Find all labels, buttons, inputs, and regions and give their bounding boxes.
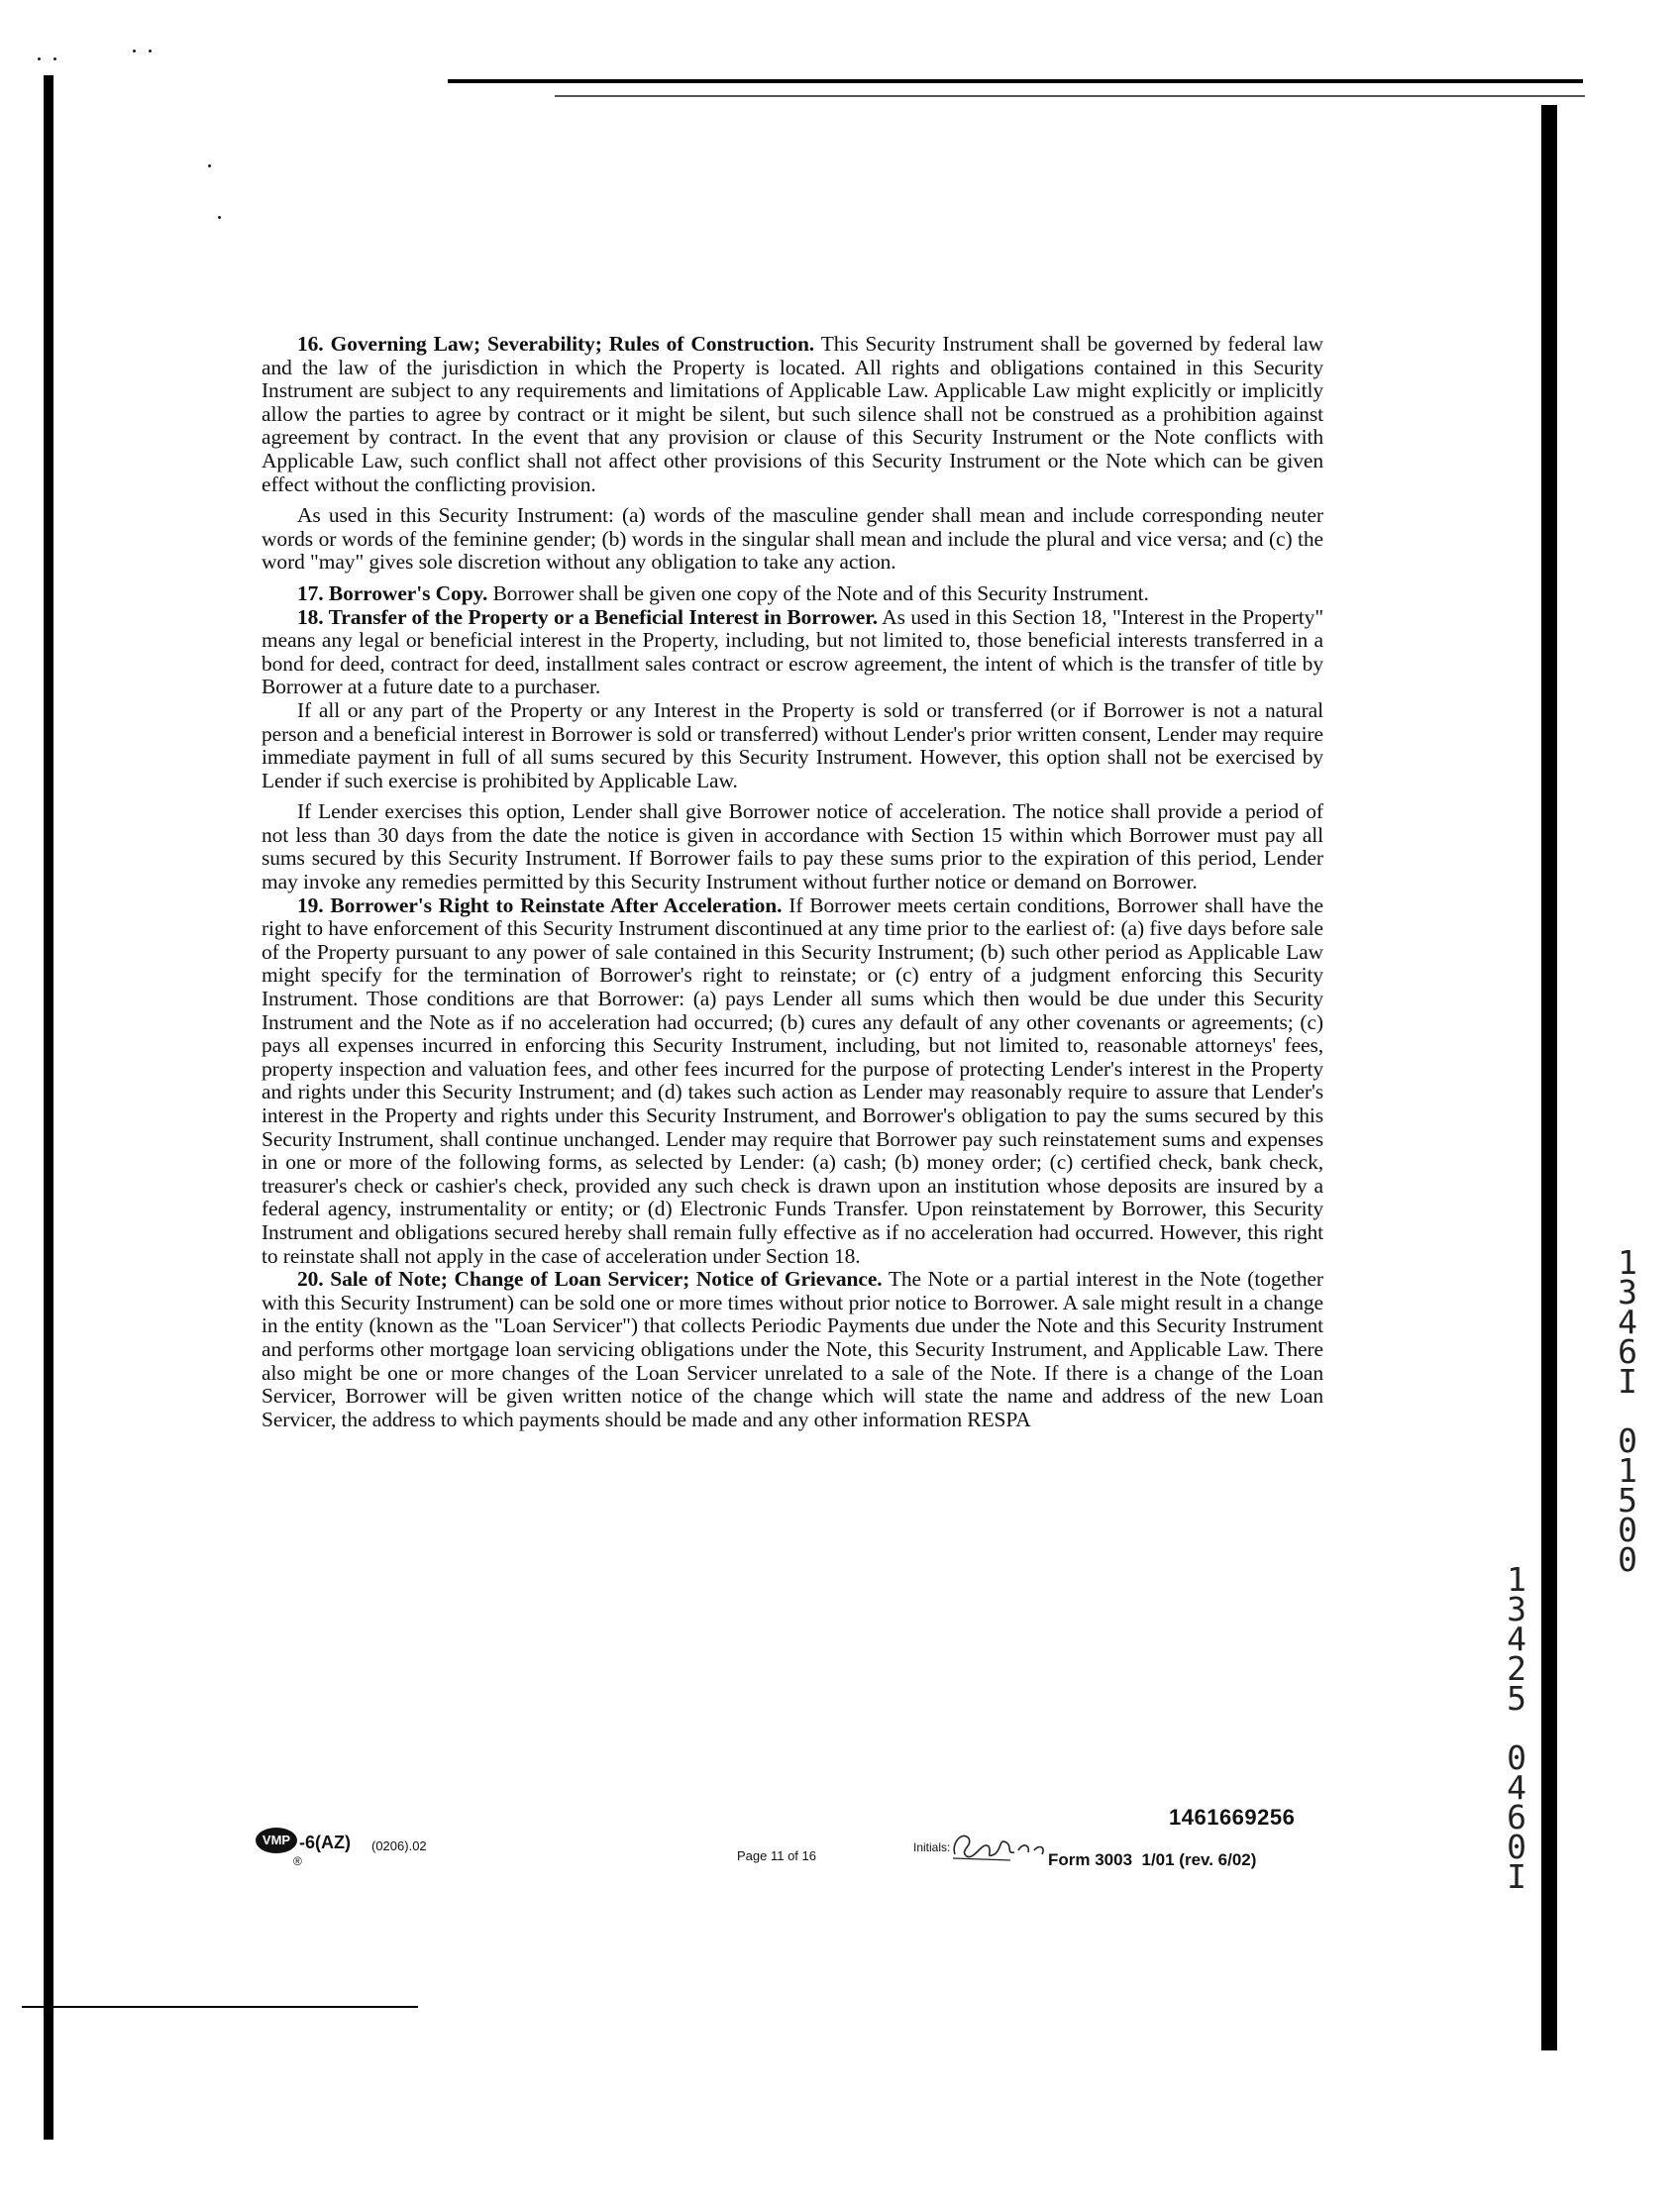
section-19-heading: 19. Borrower's Right to Reinstate After Acceleration. — [297, 892, 783, 917]
section-19 — [262, 894, 1323, 1269]
section-18-paragraph-2: If all or any part of the Property or any Interest in the Property is sold or transferred (or if Borrower is not a natural person and a beneficial interest in Borrower is sold or transferred) without Lender's prior written consent, Lender may require immediate payment in full of all sums secured by this Security Instrument. However, this option shall not be exercised by Lender if such exercise is prohibited by Applicable Law. — [262, 697, 1323, 792]
scan-speck — [133, 50, 136, 52]
section-20-text: The Note or a partial interest in the Note (together with this Security Instrument) can be sold one or more times without prior notice to Borrower. A sale might result in a change in the entity (known as the "Loan Servicer") that collects Periodic Payments due under the Note and this Security Instrument and performs other mortgage loan servicing obligations under the Note, this Security Instrument, and Applicable Law. There also might be one or more changes of the Loan Servicer unrelated to a sale of the Note. If there is a change of the Loan Servicer, Borrower will be given written notice of the change which will state the name and address of the new Loan Servicer, the address to which payments should be made and any other information RESPA — [262, 1267, 1323, 1431]
section-20-heading: 20. Sale of Note; Change of Loan Servicer; Notice of Grievance. — [297, 1267, 883, 1292]
vmp-logo: VMP — [256, 1828, 297, 1853]
recording-stamp-1: 1 3 4 6 I 0 1 5 0 0 — [1618, 1243, 1637, 1579]
section-17-heading: 17. Borrower's Copy. — [297, 580, 488, 605]
loan-number: 1461669256 — [1169, 1805, 1296, 1830]
scan-bottom-rule — [22, 2006, 418, 2008]
form-code: -6(AZ) — [299, 1833, 351, 1852]
scan-speck — [53, 57, 56, 60]
section-18-heading: 18. Transfer of the Property or a Beneficial Interest in Borrower. — [297, 604, 878, 629]
page-number: Page 11 of 16 — [737, 1848, 816, 1863]
scan-top-rule-thin — [555, 95, 1585, 97]
scan-speck — [149, 50, 152, 52]
section-17-text: Borrower shall be given one copy of the Note and of this Security Instrument. — [487, 580, 1149, 605]
scan-speck — [218, 216, 221, 219]
registered-mark: ® — [293, 1854, 302, 1868]
form-version: (0206).02 — [371, 1838, 427, 1853]
form-label: Form 3003 1/01 (rev. 6/02) — [1048, 1850, 1257, 1869]
scan-right-bar — [1541, 105, 1557, 2050]
section-16-text: This Security Instrument shall be governed by federal law and the law of the jurisdiction in which the Property is located. All rights and obligations contained in this Security Instrument are subject to any requirements and limitations of Applicable Law. Applicable Law might explicitly or implicitly allow the parties to agree by contract or it might be silent, but such silence shall not be construed as a prohibition against agreement by contract. In the event that any provision or clause of this Security Instrument or the Note conflicts with Applicable Law, such conflict shall not affect other provisions of this Security Instrument or the Note which can be given effect without the conflicting provision. — [262, 332, 1323, 496]
section-16-paragraph-2: As used in this Security Instrument: (a) words of the masculine gender shall mean and include corresponding neuter words or words of the feminine gender; (b) words in the singular shall mean and include the plural and vice versa; and (c) the word "may" gives sole discretion without any obligation to take any action. — [262, 503, 1323, 575]
initials-label: Initials: — [913, 1840, 951, 1854]
section-16 — [262, 333, 1323, 496]
section-18-text: As used in this Section 18, "Interest in the Property" means any legal or beneficial interest in the Property, including, but not limited to, those beneficial interests transferred in a bond for deed, contract for deed, installment sales contract or escrow agreement, the intent of which is the transfer of title by Borrower at a future date to a purchaser. — [262, 604, 1324, 699]
recording-stamp-2: 1 3 4 2 5 0 4 6 0 I — [1507, 1560, 1526, 1896]
scan-top-rule — [448, 79, 1583, 83]
section-18-paragraph-3: If Lender exercises this option, Lender shall give Borrower notice of acceleration. The notice shall provide a period of not less than 30 days from the date the notice is given in accordance with Section 15 within which Borrower must pay all sums secured by this Security Instrument. If Borrower fails to pay these sums prior to the expiration of this period, Lender may invoke any remedies permitted by this Security Instrument without further notice or demand on Borrower. — [262, 799, 1323, 894]
scan-left-bar — [44, 75, 53, 2140]
section-18 — [262, 606, 1323, 699]
section-20 — [262, 1268, 1323, 1431]
scan-speck — [38, 57, 41, 60]
section-17 — [262, 582, 1323, 606]
section-19-text: If Borrower meets certain conditions, Borrower shall have the right to have enforcement of this Security Instrument discontinued at any time prior to the earliest of: (a) five days before sale of the Property pursuant to any power of sale contained in this Security Instrument; (b) such other period as Applicable Law might specify for the termination of Borrower's right to reinstate; or (c) entry of a judgment enforcing this Security Instrument. Those conditions are that Borrower: (a) pays Lender all sums which then would be due under this Security Instrument and the Note as if no acceleration had occurred; (b) cures any default of any other covenants or agreements; (c) pays all expenses incurred in enforcing this Security Instrument, including, but not limited to, reasonable attorneys' fees, property inspection and valuation fees, and other fees incurred for the purpose of protecting Lender's interest in the Property and rights under this Security Instrument; and (d) takes such action as Lender may reasonably require to assure that Lender's interest in the Property and rights under this Security Instrument, and Borrower's obligation to pay the sums secured by this Security Instrument, shall continue unchanged. Lender may require that Borrower pay such reinstatement sums and expenses in one or more of the following forms, as selected by Lender: (a) cash; (b) money order; (c) certified check, bank check, treasurer's check or cashier's check, provided any such check is drawn upon an institution whose deposits are insured by a federal agency, instrumentality or entity; or (d) Electronic Funds Transfer. Upon reinstatement by Borrower, this Security Instrument and obligations secured hereby shall remain fully effective as if no acceleration had occurred. However, this right to reinstate shall not apply in the case of acceleration under Section 18. — [262, 892, 1323, 1268]
scan-speck — [208, 164, 211, 167]
document-body — [262, 333, 1323, 1431]
section-16-heading: 16. Governing Law; Severability; Rules of Construction. — [297, 332, 815, 356]
